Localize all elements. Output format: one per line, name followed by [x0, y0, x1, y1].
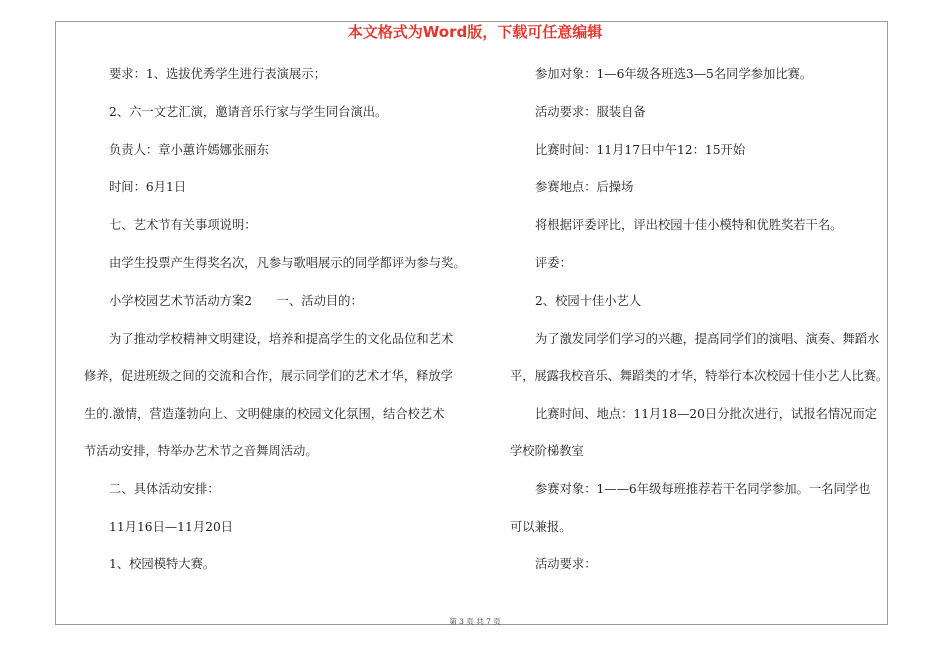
paragraph-line: 活动要求：服装自备 [535, 105, 646, 119]
paragraph-line: 修养，促进班级之间的交流和合作，展示同学们的艺术才华，释放学 [84, 369, 453, 383]
paragraph-line: 负责人：章小蕙许嫣娜张丽东 [109, 143, 269, 157]
paragraph-line: 由学生投票产生得奖名次，凡参与歌唱展示的同学都评为参与奖。 [109, 256, 466, 270]
paragraph-line: 比赛时间、地点：11月18—20日分批次进行，试报名情况而定 [535, 407, 878, 421]
paragraph-line: 将根据评委评比，评出校园十佳小模特和优胜奖若干名。 [535, 218, 843, 232]
paragraph-line: 2、六一文艺汇演，邀请音乐行家与学生同台演出。 [109, 105, 388, 119]
paragraph-line: 为了推动学校精神文明建设，培养和提高学生的文化品位和艺术 [109, 332, 454, 346]
paragraph-line: 11月16日—11月20日 [109, 520, 234, 534]
paragraph-line: 生的.激情，营造蓬勃向上、文明健康的校园文化氛围，结合校艺术 [84, 407, 445, 421]
word-format-banner: 本文格式为Word版，下载可任意编辑 [347, 23, 603, 41]
paragraph-line: 比赛时间：11月17日中午12：15开始 [535, 143, 746, 157]
paragraph-line: 七、艺术节有关事项说明： [109, 218, 257, 232]
paragraph-line: 参赛地点：后操场 [535, 180, 634, 194]
paragraph-line: 平，展露我校音乐、舞蹈类的才华，特举行本次校园十佳小艺人比赛。 [510, 369, 889, 383]
paragraph-line: 参赛对象：1——6年级每班推荐若干名同学参加。一名同学也 [535, 482, 871, 496]
paragraph-line: 评委： [535, 256, 572, 270]
paragraph-line: 小学校园艺术节活动方案2 一、活动目的： [109, 294, 363, 308]
paragraph-line: 2、校园十佳小艺人 [535, 294, 642, 308]
paragraph-line: 为了激发同学们学习的兴趣，提高同学们的演唱、演奏、舞蹈水 [535, 332, 880, 346]
paragraph-line: 要求：1、选拔优秀学生进行表演展示； [109, 67, 326, 81]
paragraph-line: 学校阶梯教室 [510, 444, 584, 458]
paragraph-line: 时间：6月1日 [109, 180, 187, 194]
paragraph-line: 二、具体活动安排： [109, 482, 220, 496]
paragraph-line: 节活动安排，特举办艺术节之音舞周活动。 [84, 444, 318, 458]
paragraph-line: 1、校园模特大赛。 [109, 557, 216, 571]
paragraph-line: 参加对象：1—6年级各班选3—5名同学参加比赛。 [535, 67, 813, 81]
page-number-footer: 第 3 页 共 7 页 [449, 617, 501, 626]
paragraph-line: 活动要求： [535, 557, 597, 571]
paragraph-line: 可以兼报。 [510, 520, 572, 534]
